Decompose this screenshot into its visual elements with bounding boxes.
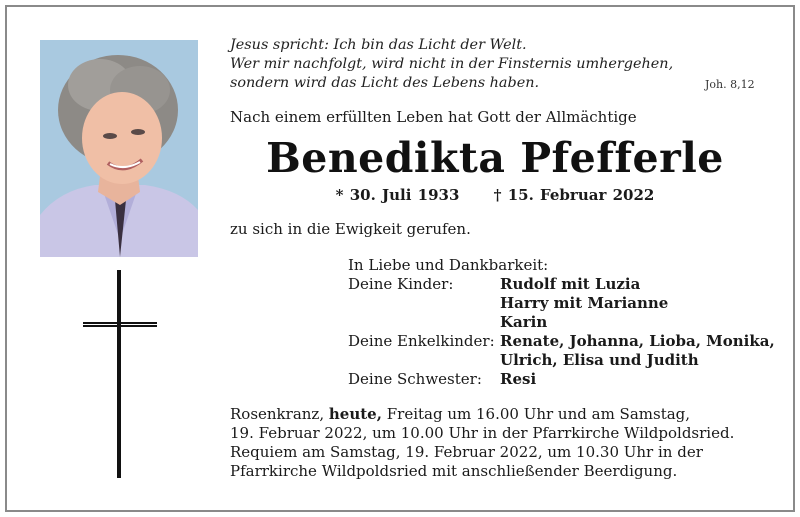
children-names	[500, 275, 668, 332]
footer-line-1	[230, 405, 770, 424]
footer-line-2: 19. Februar 2022, um 10.00 Uhr in der Pfarrkirche Wildpoldsried.	[230, 424, 735, 442]
grandchildren-line: Renate, Johanna, Lioba, Monika,	[500, 332, 775, 350]
death-date: † 15. Februar 2022	[493, 186, 655, 204]
mourners-heading: In Liebe und Dankbarkeit:	[348, 256, 549, 274]
service-details	[230, 405, 770, 481]
cross-icon	[83, 270, 157, 478]
portrait-photo	[40, 40, 198, 257]
rosary-rest: Freitag um 16.00 Uhr und am Samstag,	[386, 405, 691, 423]
verse-line-2: Wer mir nachfolgt, wird nicht in der Finsternis umhergehen,	[230, 56, 674, 72]
called-text: zu sich in die Ewigkeit gerufen.	[230, 220, 471, 238]
sister-label: Deine Schwester:	[348, 370, 482, 388]
child-name: Karin	[500, 313, 548, 331]
mourners-list	[348, 256, 775, 389]
children-label: Deine Kinder:	[348, 275, 454, 293]
rosary-word: Rosenkranz,	[230, 405, 325, 423]
grandchildren-label: Deine Enkelkinder:	[348, 332, 495, 350]
bible-verse	[230, 36, 673, 93]
deceased-name: Benedikta Pfefferle	[266, 134, 724, 182]
verse-line-3: sondern wird das Licht des Lebens haben.	[230, 75, 540, 91]
grandchildren-row	[348, 332, 775, 370]
verse-line-1: Jesus spricht: Ich bin das Licht der Welt.	[230, 37, 527, 53]
children-row	[348, 275, 775, 332]
life-dates	[230, 186, 760, 204]
sister-row	[348, 370, 775, 389]
grandchildren-names	[500, 332, 775, 370]
birth-date: * 30. Juli 1933	[335, 186, 460, 204]
footer-line-3: Requiem am Samstag, 19. Februar 2022, um 10.30 Uhr in der	[230, 443, 703, 461]
verse-reference: Joh. 8,12	[705, 78, 755, 91]
child-name: Harry mit Marianne	[500, 294, 669, 312]
sister-name: Resi	[500, 370, 537, 388]
today-word: heute,	[328, 405, 382, 423]
grandchildren-line: Ulrich, Elisa und Judith	[500, 351, 699, 369]
intro-text: Nach einem erfüllten Leben hat Gott der Allmächtige	[230, 108, 637, 126]
child-name: Rudolf mit Luzia	[500, 275, 641, 293]
portrait-illustration	[40, 40, 198, 257]
footer-line-4: Pfarrkirche Wildpoldsried mit anschließender Beerdigung.	[230, 462, 678, 480]
